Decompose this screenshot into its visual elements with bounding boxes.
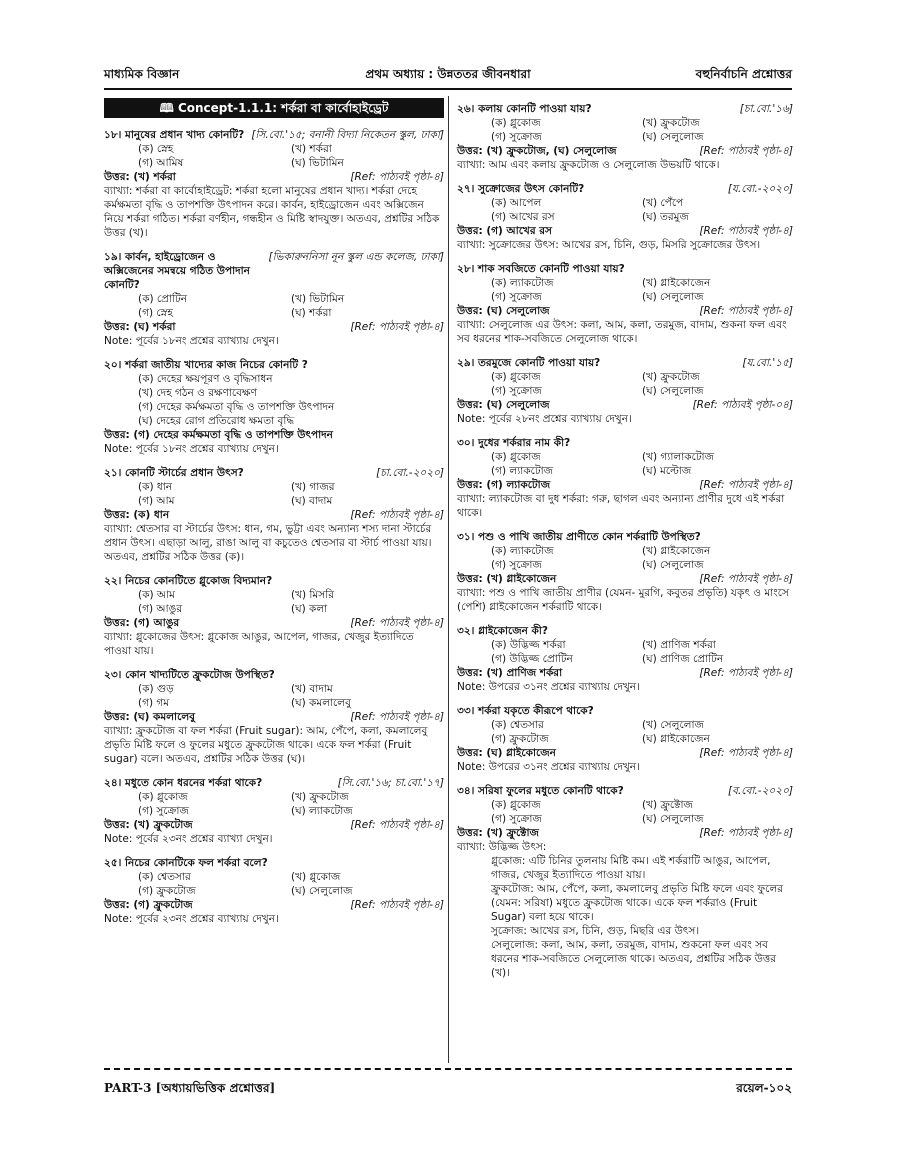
option: (ঘ) তরমুজ: [642, 211, 689, 223]
explanation-line: ফ্রুকটোজ: আম, পেঁপে, কলা, কমলালেবু প্রভৃতি মিষ্টি ফলে এবং ফুলের (যেমন: সরিষা) মধুতে ফ্রুকটোজ থাকে। একে ফল শর্করাও (Fruit Sugar) বলা হয়ে থাকে।: [491, 883, 783, 923]
question-stem: ২৩। কোন খাদ্যটিতে ফ্রুকটোজ উপস্থিত?: [104, 669, 275, 681]
option: (ক) দেহের ক্ষয়পূরণ ও বৃদ্ধিসাধন: [138, 373, 273, 385]
option: (গ) আম: [138, 495, 175, 507]
explanation: ব্যাখ্যা: সেলুলোজ এর উৎস: কলা, আম, কলা, তরমুজ, বাদাম, শুকনা ফল এবং সব ধরনের শাক-সবজিতে সেলুলোজ থাকে।: [457, 319, 787, 345]
question-stem: ২৮। শাক সবজিতে কোনটি পাওয়া যায়?: [457, 263, 625, 275]
answer: উত্তর: (ঘ) গ্লাইকোজেন: [457, 747, 556, 759]
explanation: ব্যাখ্যা: ফ্রুকটোজ বা ফল শর্করা (Fruit sugar): আম, পেঁপে, কলা, কমলালেবু প্রভৃতি মিষ্টি ফলে ও ফুলের মধুতে ফ্রুকটোজ থাকে। একে ফল শর্করা (Fruit sugar) বলে। অতএব, প্রশ্নটির সঠিক উত্তর (ঘ)।: [104, 725, 428, 765]
question-source: [য.বো.'১৫]: [742, 357, 793, 369]
option: (গ) সুক্রোজ: [491, 813, 542, 825]
explanation: ব্যাখ্যা: ল্যাকটোজ বা দুধ শর্করা: গরু, ছাগল এবং অন্যান্য প্রাণীর দুধে এই শর্করা থাকে।: [457, 493, 785, 519]
question-text: [457, 436, 793, 450]
option: (খ) গ্লাইকোজেন: [642, 277, 711, 289]
explanation-line: সুক্রোজ: আখের রস, চিনি, গুড়, মিছরি এর উৎস।: [491, 925, 700, 937]
option: (গ) সুক্রোজ: [491, 559, 542, 571]
option: (গ) স্নেহ: [138, 307, 173, 319]
question-source: [ব.বো.-২০২০]: [728, 785, 793, 797]
right-column: [457, 98, 793, 980]
answer: উত্তর: (ঘ) সেলুলোজ: [457, 399, 550, 411]
option: (ঘ) সেলুলোজ: [291, 885, 353, 897]
question-block: [457, 624, 793, 694]
answer-row: [457, 826, 793, 840]
options-grid: [457, 196, 793, 224]
explanation-line: গ্লুকোজ: এটি চিনির তুলনায় মিষ্টি কম। এই শর্করাটি আঙুর, আপেল, গাজর, খেজুর ইত্যাদিতে পাওয়া যায়।: [491, 855, 771, 881]
option: (ঘ) গ্লাইকোজেন: [642, 733, 710, 745]
question-block: [104, 668, 444, 766]
option: (ঘ) মল্টোজ: [642, 465, 692, 477]
answer-row: [457, 304, 793, 318]
reference: [Ref: পাঠ্যবই পৃষ্ঠা-৪]: [699, 145, 793, 157]
options-grid: [457, 544, 793, 572]
answer-row: [104, 616, 444, 630]
reference: [Ref: পাঠ্যবই পৃষ্ঠা-৪]: [350, 819, 444, 831]
question-block: [104, 128, 444, 240]
question-text: [104, 668, 444, 682]
question-block: [104, 358, 444, 456]
question-stem: ৩৩। শর্করা যকৃতে কীরূপে থাকে?: [457, 705, 594, 717]
question-stem: ১৯। কার্বন, হাইড্রোজেন ও অক্সিজেনের সমন্বয়ে গঠিত উপাদান কোনটি?: [104, 251, 250, 291]
answer-row: [104, 898, 444, 912]
question-stem: ২০। শর্করা জাতীয় খাদ্যের কাজ নিচের কোনটি ?: [104, 359, 308, 371]
question-source: [চা.বো.'১৬]: [739, 103, 793, 115]
option: (গ) আমিষ: [138, 157, 184, 169]
note: Note: পূর্বের ১৮নং প্রশ্নের ব্যাখ্যায় দেখুন।: [104, 335, 279, 347]
answer-row: [104, 320, 444, 334]
option: (ঘ) কলা: [291, 603, 328, 615]
answer: উত্তর: (গ) আঙুর: [104, 617, 180, 629]
answer-row: [457, 224, 793, 238]
answer: উত্তর: (খ) ফ্রুক্টোজ: [457, 827, 539, 839]
option: (ঘ) সেলুলোজ: [642, 813, 704, 825]
note: Note: পূর্বের ২৩নং প্রশ্নের ব্যাখ্যায় দেখুন।: [104, 913, 279, 925]
header-rule: [104, 88, 792, 90]
option: (খ) ফ্রুক্টোজ: [642, 799, 693, 811]
option: (ঘ) কমলালেবু: [291, 697, 351, 709]
explanation: ব্যাখ্যা: শ্বেতসার বা স্টার্চের উৎস: ধান, গম, ভুট্টা এবং অন্যান্য শস্য দানা স্টার্চের প্রধান উৎস। এছাড়া আলু, রাঙা আলু বা কচুতেও শ্বেতসার বা স্টার্চ পাওয়া যায়। অতএব, প্রশ্নটির সঠিক উত্তর (ক)।: [104, 523, 432, 563]
question-source: [সি.বো.'১৫; বনানী বিদ্যা নিকেতন স্কুল, ঢাকা]: [251, 129, 444, 141]
option: (ক) ধান: [138, 481, 173, 493]
reference: [Ref: পাঠ্যবই পৃষ্ঠা-৪]: [699, 225, 793, 237]
answer-row: [104, 428, 444, 442]
option: (ক) আপেল: [491, 197, 542, 209]
option: (ক) উদ্ভিজ্জ শর্করা: [491, 639, 566, 651]
options-grid: [104, 292, 444, 320]
options-grid: [457, 450, 793, 478]
question-block: [457, 356, 793, 426]
footer-right: রয়েল-১০২: [736, 1081, 792, 1095]
note: Note: উপরের ৩১নং প্রশ্নের ব্যাখ্যায় দেখুন।: [457, 681, 640, 693]
header-left: মাধ্যমিক বিজ্ঞান: [104, 67, 180, 81]
option: (গ) সুক্রোজ: [491, 385, 542, 397]
question-text: [457, 356, 793, 370]
option: (খ) ভিটামিন: [291, 293, 345, 305]
explanation: ব্যাখ্যা: সুক্রোজের উৎস: আখের রস, চিনি, গুড়, মিসরি সুক্রোজের উৎস।: [457, 239, 761, 251]
header-right: বহুনির্বাচনি প্রশ্নোত্তর: [695, 67, 792, 81]
reference: [Ref: পাঠ্যবই পৃষ্ঠা-৪]: [350, 711, 444, 723]
question-source: [য.বো.-২০২০]: [727, 183, 793, 195]
option: (খ) ফ্রুকটোজ: [291, 791, 349, 803]
option: (ক) শ্বেতসার: [138, 871, 191, 883]
options-grid: [457, 798, 793, 826]
question-stem: ২৭। সুক্রোজের উৎস কোনটি?: [457, 183, 585, 195]
answer-row: [457, 746, 793, 760]
option: (ক) গ্লুকোজ: [491, 117, 541, 129]
question-block: [457, 262, 793, 346]
question-text: [457, 624, 793, 638]
question-text: [457, 784, 793, 798]
option: (খ) গ্লুকোজ: [291, 871, 341, 883]
reference: [Ref: পাঠ্যবই পৃষ্ঠা-৪]: [699, 479, 793, 491]
option: (ঘ) সেলুলোজ: [642, 291, 704, 303]
option: (খ) ফ্রুকটোজ: [642, 371, 700, 383]
left-column: [104, 98, 444, 926]
question-stem: ৩১। পশু ও পাখি জাতীয় প্রাণীতে কোন শর্করাটি উপস্থিত?: [457, 531, 701, 543]
reference: [Ref: পাঠ্যবই পৃষ্ঠা-৪]: [699, 827, 793, 839]
answer: উত্তর: (খ) ফ্রুকটোজ, (ঘ) সেলুলোজ: [457, 145, 617, 157]
reference: [Ref: পাঠ্যবই পৃষ্ঠা-৪]: [699, 305, 793, 317]
answer-row: [104, 170, 444, 184]
options-grid: [457, 638, 793, 666]
concept-title: Concept-1.1.1: শর্করা বা কার্বোহাইড্রেট: [177, 101, 389, 115]
question-text: [104, 856, 444, 870]
question-stem: ২৯। তরমুজে কোনটি পাওয়া যায়?: [457, 357, 601, 369]
answer-row: [104, 508, 444, 522]
option: (ঘ) শর্করা: [291, 307, 332, 319]
option: (ঘ) দেহের রোগ প্রতিরোধ ক্ষমতা বৃদ্ধি: [138, 415, 295, 427]
option: (গ) সুক্রোজ: [491, 291, 542, 303]
option: (ক) আম: [138, 589, 175, 601]
question-block: [457, 182, 793, 252]
option: (ক) গ্লুকোজ: [491, 799, 541, 811]
option: (খ) ফ্রুকটোজ: [642, 117, 700, 129]
option: (ক) গ্লুকোজ: [138, 791, 188, 803]
answer: উত্তর: (খ) ফ্রুকটোজ: [104, 819, 193, 831]
options-grid: [104, 142, 444, 170]
answer-row: [457, 398, 793, 412]
options-grid: [104, 870, 444, 898]
reference: [Ref: পাঠ্যবই পৃষ্ঠা-৪]: [699, 667, 793, 679]
footer-left: PART-3 [অধ্যায়ভিত্তিক প্রশ্নোত্তর]: [104, 1081, 276, 1095]
question-text: [457, 530, 793, 544]
option: (গ) উদ্ভিজ্জ প্রোটিন: [491, 653, 573, 665]
option: (গ) ফ্রুকটোজ: [138, 885, 196, 897]
reference: [Ref: পাঠ্যবই পৃষ্ঠা-০৪]: [692, 399, 793, 411]
reference: [Ref: পাঠ্যবই পৃষ্ঠা-৪]: [350, 899, 444, 911]
question-source: [ভিকারুননিসা নূন স্কুল এন্ড কলেজ, ঢাকা]: [268, 251, 444, 263]
option: (খ) মিসরি: [291, 589, 334, 601]
question-stem: ২৬। কলায় কোনটি পাওয়া যায়?: [457, 103, 592, 115]
option: (গ) দেহের কর্মক্ষমতা বৃদ্ধি ও তাপশক্তি উৎপাদন: [138, 401, 335, 413]
question-text: [457, 102, 793, 116]
explanation-line: সেলুলোজ: কলা, আম, কলা, তরমুজ, বাদাম, শুকনো ফল এবং সব ধরনের শাক-সবজিতে সেলুলোজ থাকে। অতএব, প্রশ্নটির সঠিক উত্তর (খ)।: [491, 939, 777, 979]
option: (খ) গাজর: [291, 481, 335, 493]
header-center: প্রথম অধ্যায় : উন্নততর জীবনধারা: [365, 67, 531, 81]
option: (ঘ) প্রাণিজ প্রোটিন: [642, 653, 724, 665]
option: (খ) প্রাণিজ শর্করা: [642, 639, 716, 651]
answer: উত্তর: (গ) ল্যাকটোজ: [457, 479, 551, 491]
option: (ঘ) বাদাম: [291, 495, 333, 507]
question-text: [457, 262, 793, 276]
options-grid: [104, 790, 444, 818]
question-stem: ৩০। দুধের শর্করার নাম কী?: [457, 437, 571, 449]
reference: [Ref: পাঠ্যবই পৃষ্ঠা-৪]: [699, 573, 793, 585]
option: (গ) গম: [138, 697, 170, 709]
option: (গ) আখের রস: [491, 211, 555, 223]
question-block: [457, 704, 793, 774]
question-stem: ৩৪। সরিষা ফুলের মধুতে কোনটি থাকে?: [457, 785, 624, 797]
concept-heading: [104, 98, 444, 118]
explanation: ব্যাখ্যা: গ্লুকোজের উৎস: গ্লুকোজ আঙুর, আপেল, গাজর, খেজুর ইত্যাদিতে পাওয়া যায়।: [104, 631, 414, 657]
question-stem: ১৮। মানুষের প্রধান খাদ্য কোনটি?: [104, 129, 245, 141]
option: (খ) পেঁপে: [642, 197, 684, 209]
option: (খ) সেলুলোজ: [642, 719, 704, 731]
reference: [Ref: পাঠ্যবই পৃষ্ঠা-৪]: [350, 171, 444, 183]
explanation-heading: ব্যাখ্যা: উদ্ভিজ্জ উৎস:: [457, 841, 547, 853]
q34-explanation: [457, 840, 793, 980]
question-block: [104, 856, 444, 926]
answer-row: [457, 144, 793, 158]
answer: উত্তর: (খ) গ্লাইকোজেন: [457, 573, 557, 585]
answer-row: [104, 818, 444, 832]
explanation: ব্যাখ্যা: শর্করা বা কার্বোহাইড্রেট: শর্করা হলো মানুষের প্রধান খাদ্য। শর্করা দেহে কর্মক্ষমতা বৃদ্ধি ও তাপশক্তি উৎপাদন করে। কার্বন, হাইড্রোজেন এবং অক্সিজেন নিয়ে শর্করা গঠিত। শর্করা বর্ণহীন, গন্ধহীন ও মিষ্টি স্বাদযুক্ত। অতএব, প্রশ্নটির সঠিক উত্তর (খ)।: [104, 185, 440, 239]
question-source: [চা.বো.-২০২০]: [376, 467, 444, 479]
reference: [Ref: পাঠ্যবই পৃষ্ঠা-৪]: [350, 321, 444, 333]
option: (খ) শর্করা: [291, 143, 332, 155]
options-grid: [104, 588, 444, 616]
answer: উত্তর: (ঘ) শর্করা: [104, 321, 176, 333]
answer-row: [457, 572, 793, 586]
answer: উত্তর: (গ) আখের রস: [457, 225, 552, 237]
book-icon: 🕮: [159, 101, 178, 115]
question-block: [457, 530, 793, 614]
answer-row: [457, 666, 793, 680]
question-source: [সি.বো.'১৬; চা.বো.'১৭]: [337, 777, 444, 789]
explanation: ব্যাখ্যা: আম এবং কলায় ফ্রুকটোজ ও সেলুলোজ উভয়টি থাকে।: [457, 159, 720, 171]
option: (ক) ল্যাকটোজ: [491, 545, 554, 557]
option: (গ) আঙুর: [138, 603, 183, 615]
reference: [Ref: পাঠ্যবই পৃষ্ঠা-৪]: [350, 509, 444, 521]
options-grid: [104, 480, 444, 508]
options-grid: [457, 718, 793, 746]
answer-row: [104, 710, 444, 724]
answer: উত্তর: (ক) ধান: [104, 509, 170, 521]
option: (গ) সুক্রোজ: [138, 805, 189, 817]
option: (গ) ফ্রুকটোজ: [491, 733, 549, 745]
option: (ক) ল্যাকটোজ: [491, 277, 554, 289]
answer: উত্তর: (গ) ফ্রুকটোজ: [104, 899, 193, 911]
option: (ঘ) সেলুলোজ: [642, 559, 704, 571]
page-footer: [104, 1068, 792, 1095]
question-stem: ২১। কোনটি স্টার্চের প্রধান উৎস?: [104, 467, 244, 479]
note: Note: উপরের ৩১নং প্রশ্নের ব্যাখ্যায় দেখুন।: [457, 761, 640, 773]
reference: [Ref: পাঠ্যবই পৃষ্ঠা-৪]: [350, 617, 444, 629]
option: (ক) গুড়: [138, 683, 174, 695]
question-block: [457, 784, 793, 840]
option: (খ) দেহ গঠন ও রক্ষণাবেক্ষণ: [138, 387, 257, 399]
reference: [Ref: পাঠ্যবই পৃষ্ঠা-৪]: [699, 747, 793, 759]
question-text: [104, 466, 444, 480]
option: (খ) গ্লাইকোজেন: [642, 545, 711, 557]
option: (গ) সুক্রোজ: [491, 131, 542, 143]
option: (খ) বাদাম: [291, 683, 333, 695]
option: (খ) গ্যালাকটোজ: [642, 451, 714, 463]
options-grid: [457, 116, 793, 144]
question-text: [104, 250, 444, 292]
question-stem: ২৪। মধুতে কোন ধরনের শর্করা থাকে?: [104, 777, 263, 789]
option: (ঘ) ল্যাকটোজ: [291, 805, 353, 817]
option: (ঘ) সেলুলোজ: [642, 131, 704, 143]
question-block: [104, 574, 444, 658]
options-grid: [457, 276, 793, 304]
question-block: [104, 250, 444, 348]
answer: উত্তর: (ঘ) কমলালেবু: [104, 711, 195, 723]
question-text: [104, 776, 444, 790]
explanation: ব্যাখ্যা: পশু ও পাখি জাতীয় প্রাণীর (যেমন- মুরগি, কবুতর প্রভৃতি) যকৃৎ ও মাংসে (পেশি) গ্লাইকোজেন শর্করাটি থাকে।: [457, 587, 789, 613]
option: (ক) গ্লুকোজ: [491, 371, 541, 383]
note: Note: পূর্বের ১৮নং প্রশ্নের ব্যাখ্যায় দেখুন।: [104, 443, 279, 455]
options-list: [104, 372, 444, 428]
question-text: [104, 128, 444, 142]
option: (গ) ল্যাকটোজ: [491, 465, 554, 477]
answer-row: [457, 478, 793, 492]
question-stem: ২৫। নিচের কোনটিকে ফল শর্করা বলে?: [104, 857, 268, 869]
answer: উত্তর: (ঘ) সেলুলোজ: [457, 305, 550, 317]
question-block: [104, 776, 444, 846]
question-stem: ৩২। গ্লাইকোজেন কী?: [457, 625, 548, 637]
options-grid: [457, 370, 793, 398]
answer: উত্তর: (খ) প্রাণিজ শর্করা: [457, 667, 563, 679]
option: (ঘ) ভিটামিন: [291, 157, 344, 169]
note: Note: পূর্বের ২৩নং প্রশ্নের ব্যাখ্যা দেখুন।: [104, 833, 273, 845]
question-text: [457, 182, 793, 196]
column-divider: [448, 96, 449, 1063]
page-header: [104, 66, 792, 88]
option: (ক) গ্লুকোজ: [491, 451, 541, 463]
options-grid: [104, 682, 444, 710]
question-stem: ২২। নিচের কোনটিতে গ্লুকোজ বিদ্যমান?: [104, 575, 273, 587]
option: (ক) স্নেহ: [138, 143, 174, 155]
answer: উত্তর: (গ) দেহের কর্মক্ষমতা বৃদ্ধি ও তাপশক্তি উৎপাদন: [104, 429, 333, 441]
question-block: [457, 436, 793, 520]
option: (ক) শ্বেতসার: [491, 719, 544, 731]
question-text: [104, 574, 444, 588]
answer: উত্তর: (খ) শর্করা: [104, 171, 176, 183]
question-text: [104, 358, 444, 372]
option: (ঘ) সেলুলোজ: [642, 385, 704, 397]
question-block: [104, 466, 444, 564]
option: (ক) প্রোটিন: [138, 293, 188, 305]
note: Note: পূর্বের ২৮নং প্রশ্নের ব্যাখ্যায় দেখুন।: [457, 413, 632, 425]
question-text: [457, 704, 793, 718]
question-block: [457, 102, 793, 172]
